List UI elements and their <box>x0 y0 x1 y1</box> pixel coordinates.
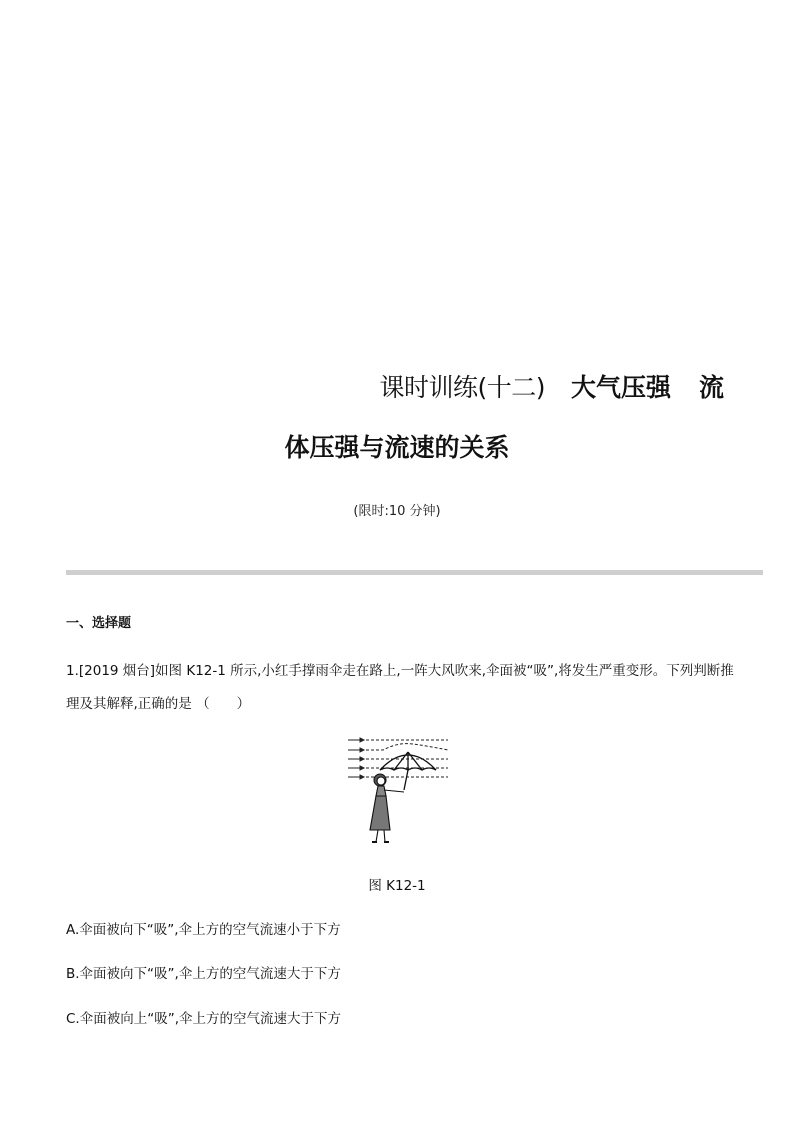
girl-figure <box>370 774 404 842</box>
divider <box>66 570 763 575</box>
title-prefix: 课时训练(十二) <box>379 373 545 402</box>
umbrella-icon <box>380 752 436 790</box>
page-title-line1 <box>0 368 794 404</box>
wind-arrow <box>348 738 448 742</box>
option-c[interactable]: C.伞面被向上“吸”,伞上方的空气流速大于下方 <box>66 1011 341 1027</box>
question-1-stem-line2: 理及其解释,正确的是 （ ） <box>66 696 251 712</box>
figure-caption: 图 K12-1 <box>368 878 426 894</box>
umbrella-wind-figure <box>338 730 458 850</box>
option-a[interactable]: A.伞面被向下“吸”,伞上方的空气流速小于下方 <box>66 922 341 938</box>
time-limit: (限时:10 分钟) <box>353 504 441 519</box>
page-title-line2: 体压强与流速的关系 <box>284 433 510 462</box>
question-1-stem-line1: 1.[2019 烟台]如图 K12-1 所示,小红手撑雨伞走在路上,一阵大风吹来,伞面被“吸”,将发生严重变形。下列判断推 <box>66 663 734 679</box>
wind-arrow <box>348 744 448 752</box>
option-b[interactable]: B.伞面被向下“吸”,伞上方的空气流速大于下方 <box>66 966 341 982</box>
wind-arrow <box>348 775 448 779</box>
section-heading: 一、选择题 <box>66 616 132 631</box>
title-main-part1: 大气压强 <box>570 373 671 402</box>
title-main-part2: 流 <box>698 373 724 402</box>
